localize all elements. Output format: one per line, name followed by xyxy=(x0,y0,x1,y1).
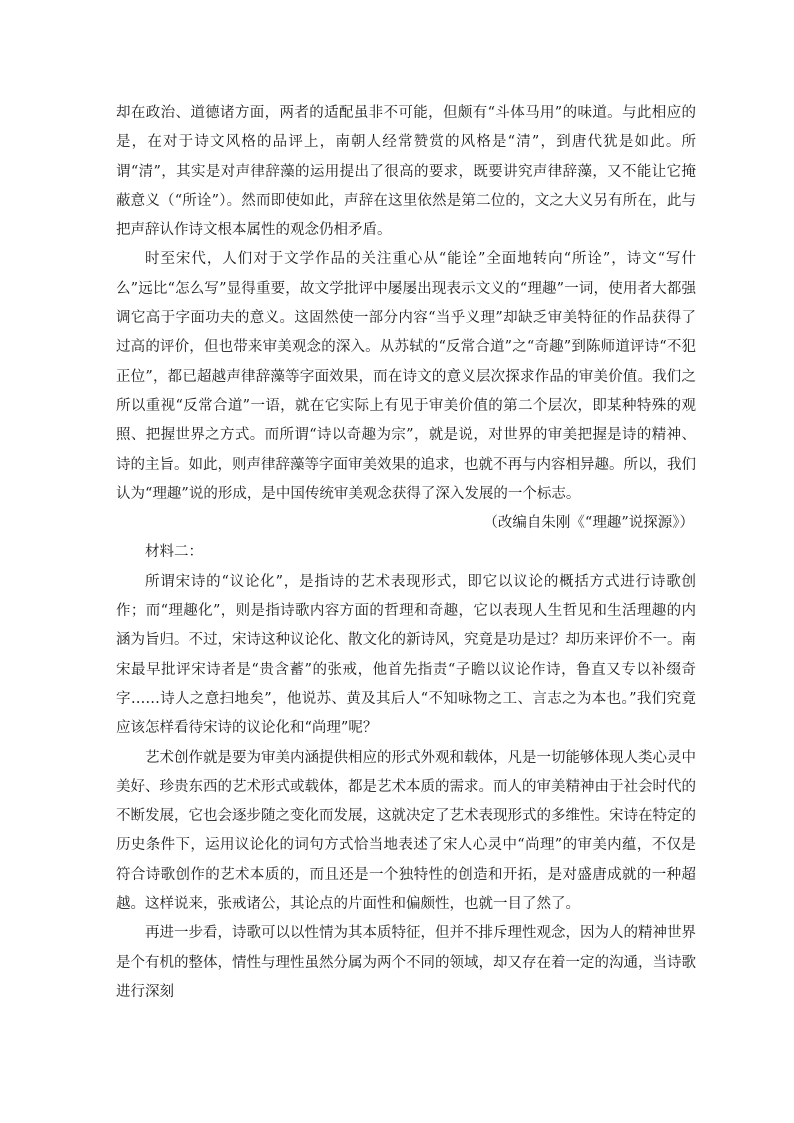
paragraph-continuation: 却在政治、道德诸方面，两者的适配虽非不可能，但颇有“斗体马用”的味道。与此相应的是，在对于诗文风格的品评上，南朝人经常赞赏的风格是“清”，到唐代犹是如此。所谓“清”，其实是对声律辞藻的运用提出了很高的要求，既要讲究声律辞藻，又不能让它掩蔽意义（“所诠”）。然而即使如此，声辞在这里依然是第二位的，文之大义另有所在，此与把声辞认作诗文根本属性的观念仍相矛盾。 xyxy=(116,105,696,239)
paragraph-song-dynasty: 时至宋代，人们对于文学作品的关注重心从“能诠”全面地转向“所诠”，诗文“写什么”远比“怎么写”显得重要，故文学批评中屡屡出现表示文义的“理趣”一词，使用者大都强调它高于字面功夫的意义。这固然使一部分内容“当乎义理”却缺乏审美特征的作品获得了过高的评价，但也带来审美观念的深入。从苏轼的“反常合道”之“奇趣”到陈师道评诗“不犯正位”，都已超越声律辞藻等字面效果，而在诗文的意义层次探求作品的审美价值。我们之所以重视“反常合道”一语，就在它实际上有见于审美价值的第二个层次，即某种特殊的观照、把握世界之方式。而所谓“诗以奇趣为宗”，就是说，对世界的审美把握是诗的精神、诗的主旨。如此，则声律辞藻等字面审美效果的追求，也就不再与内容相异趣。所以，我们认为“理趣”说的形成，是中国传统审美观念获得了深入发展的一个标志。 xyxy=(116,251,696,502)
material-two-heading: 材料二： xyxy=(145,544,203,561)
paragraph-further: 再进一步看，诗歌可以以性情为其本质特征，但并不排斥理性观念，因为人的精神世界是个有机的整体，情性与理性虽然分属为两个不同的领域，却又存在着一定的沟通，当诗歌进行深刻 xyxy=(116,925,696,1000)
source-note: （改编自朱刚《“理趣”说探源》） xyxy=(483,515,694,532)
paragraph-art-creation: 艺术创作就是要为审美内涵提供相应的形式外观和载体，凡是一切能够体现人类心灵中美好、珍贵东西的艺术形式或载体，都是艺术本质的需求。而人的审美精神由于社会时代的不断发展，它也会逐步随之变化而发展，这就决定了艺术表现形式的多维性。宋诗在特定的历史条件下，运用议论化的词句方式恰当地表述了宋人心灵中“尚理”的审美内蕴，不仅是符合诗歌创作的艺术本质的，而且还是一个独特性的创造和开拓，是对盛唐成就的一种超越。这样说来，张戒诸公，其论点的片面性和偏颇性，也就一目了然了。 xyxy=(116,749,696,913)
paragraph-yilunhua: 所谓宋诗的“议论化”，是指诗的艺术表现形式，即它以议论的概括方式进行诗歌创作；而“理趣化”，则是指诗歌内容方面的哲理和奇趣，它以表现人生哲见和生活理趣的内涵为旨归。不过，宋诗这种议论化、散文化的新诗风，究竟是功是过？却历来评价不一。南宋最早批评宋诗者是“贵含蓄”的张戒，他首先指责“子瞻以议论作诗，鲁直又专以补缀奇字……诗人之意扫地矣”，他说苏、黄及其后人“不知咏物之工、言志之为本也。”我们究竟应该怎样看待宋诗的议论化和“尚理”呢？ xyxy=(116,573,696,737)
document-page xyxy=(116,99,696,1007)
